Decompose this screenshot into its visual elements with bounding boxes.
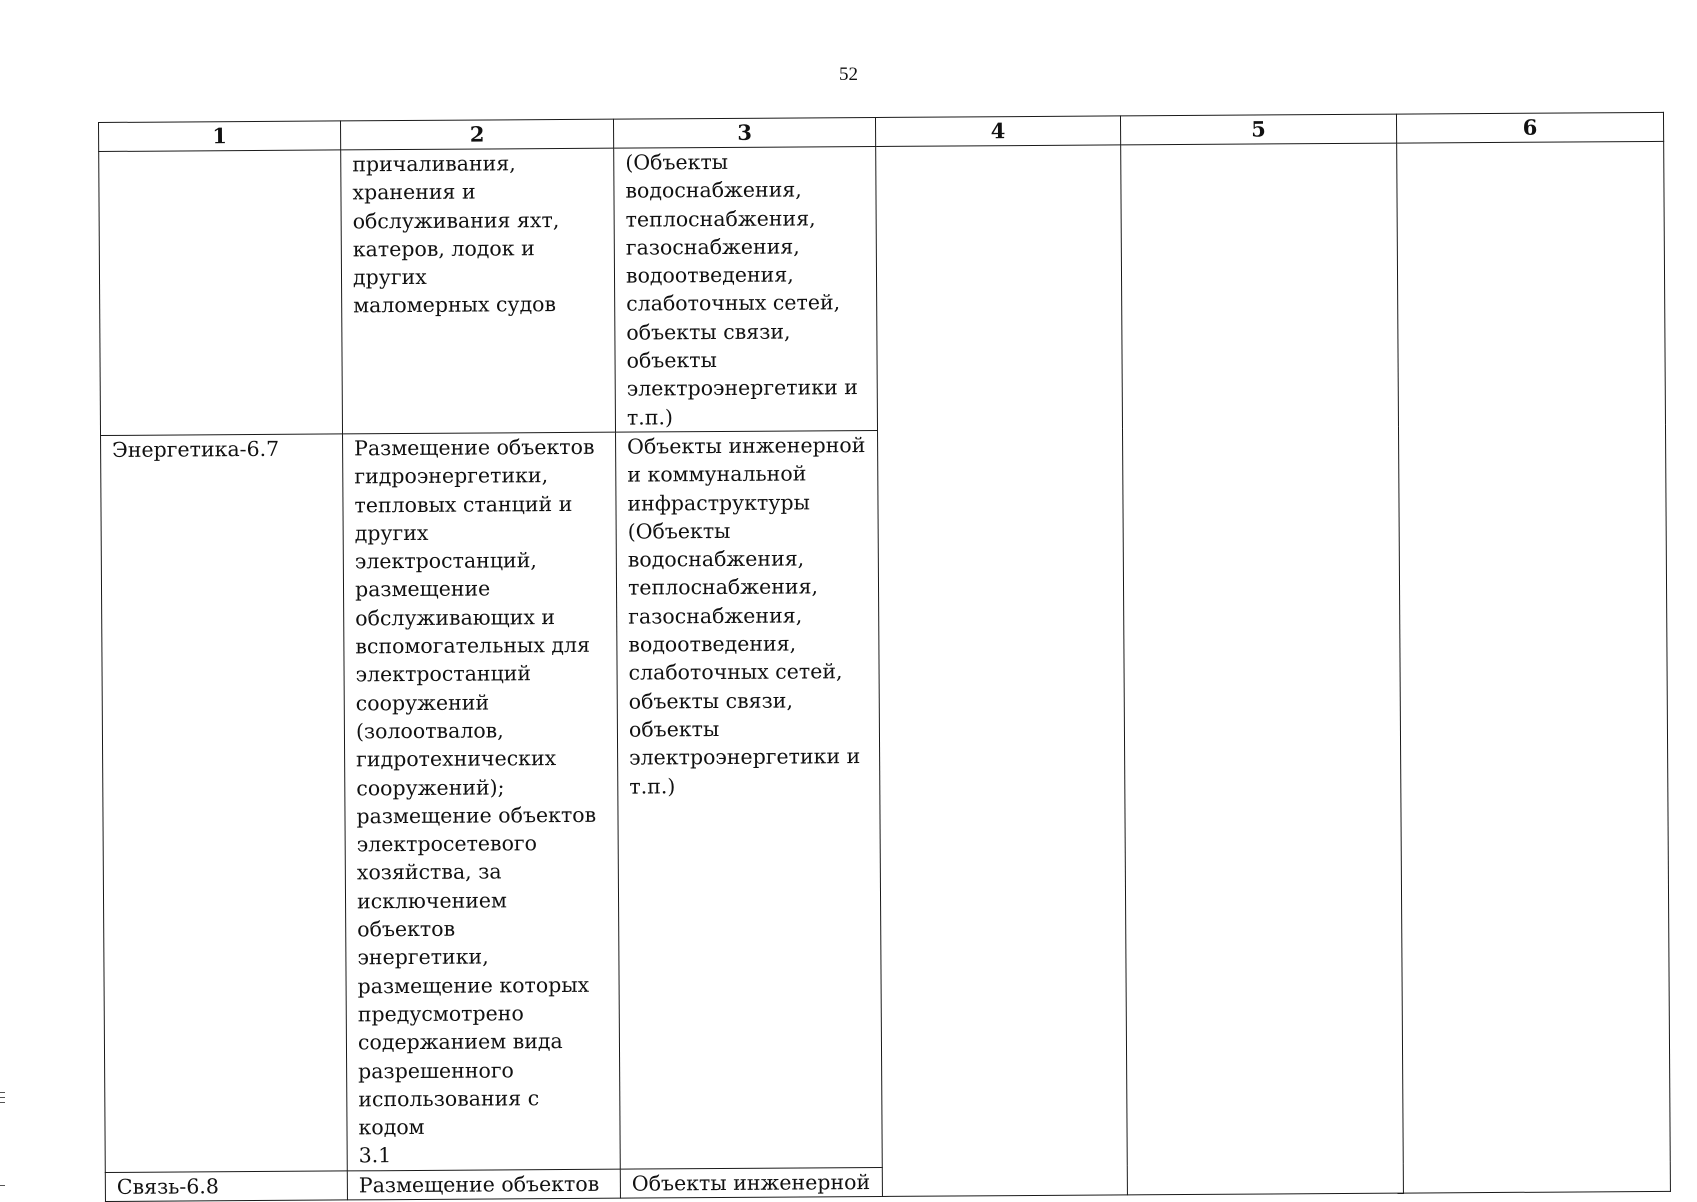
land-use-table [98, 112, 1671, 1202]
scan-artifact-mark [0, 1185, 5, 1186]
scan-artifact-mark [0, 1102, 5, 1103]
column-4-cell [876, 145, 1128, 1197]
column-header-1: 1 [99, 121, 341, 152]
table-row [99, 141, 1666, 435]
description-cell: Размещение объектов гидроэнергетики, тепловых станций и других электростанций, размещение обслуживающих и вспомогательных для электростанций сооружений (золоотвалов, гидротехнических сооружений); размещение объектов электросетевого хозяйства, за исключением объектов энергетики, размещение которых предусмотрено содержанием вида разрешенного использования с кодом 3.1 [343, 432, 621, 1170]
objects-cell: Объекты инженерной и коммунальной инфраструктуры (Объекты водоснабжения, теплоснабжения, газоснабжения, водоотведения, слаботочных сетей, объекты связи, объекты электроэнергетики и т.п.) [616, 430, 883, 1168]
column-header-5: 5 [1120, 114, 1396, 145]
column-header-4: 4 [875, 116, 1120, 147]
page-number: 52 [839, 64, 858, 85]
table-sheet [98, 112, 1671, 1202]
description-cell: Размещение объектов [347, 1169, 620, 1200]
description-cell: причаливания, хранения и обслуживания яхт, катеров, лодок и других маломерных судов [341, 148, 616, 434]
objects-cell: (Объекты водоснабжения, теплоснабжения, газоснабжения, водоотведения, слаботочных сетей, объекты связи, объекты электроэнергетики и т.п.) [614, 146, 878, 432]
column-6-cell [1397, 141, 1671, 1193]
column-header-2: 2 [340, 119, 613, 150]
column-header-3: 3 [613, 117, 875, 148]
scan-artifact-mark [0, 1092, 5, 1093]
use-code-cell: Энергетика-6.7 [101, 434, 348, 1172]
objects-cell: Объекты инженерной [620, 1167, 882, 1198]
scan-artifact-mark [0, 1097, 5, 1098]
use-code-cell: Связь-6.8 [105, 1171, 347, 1202]
column-header-6: 6 [1396, 112, 1663, 143]
use-code-cell [99, 150, 343, 436]
column-5-cell [1121, 143, 1404, 1195]
